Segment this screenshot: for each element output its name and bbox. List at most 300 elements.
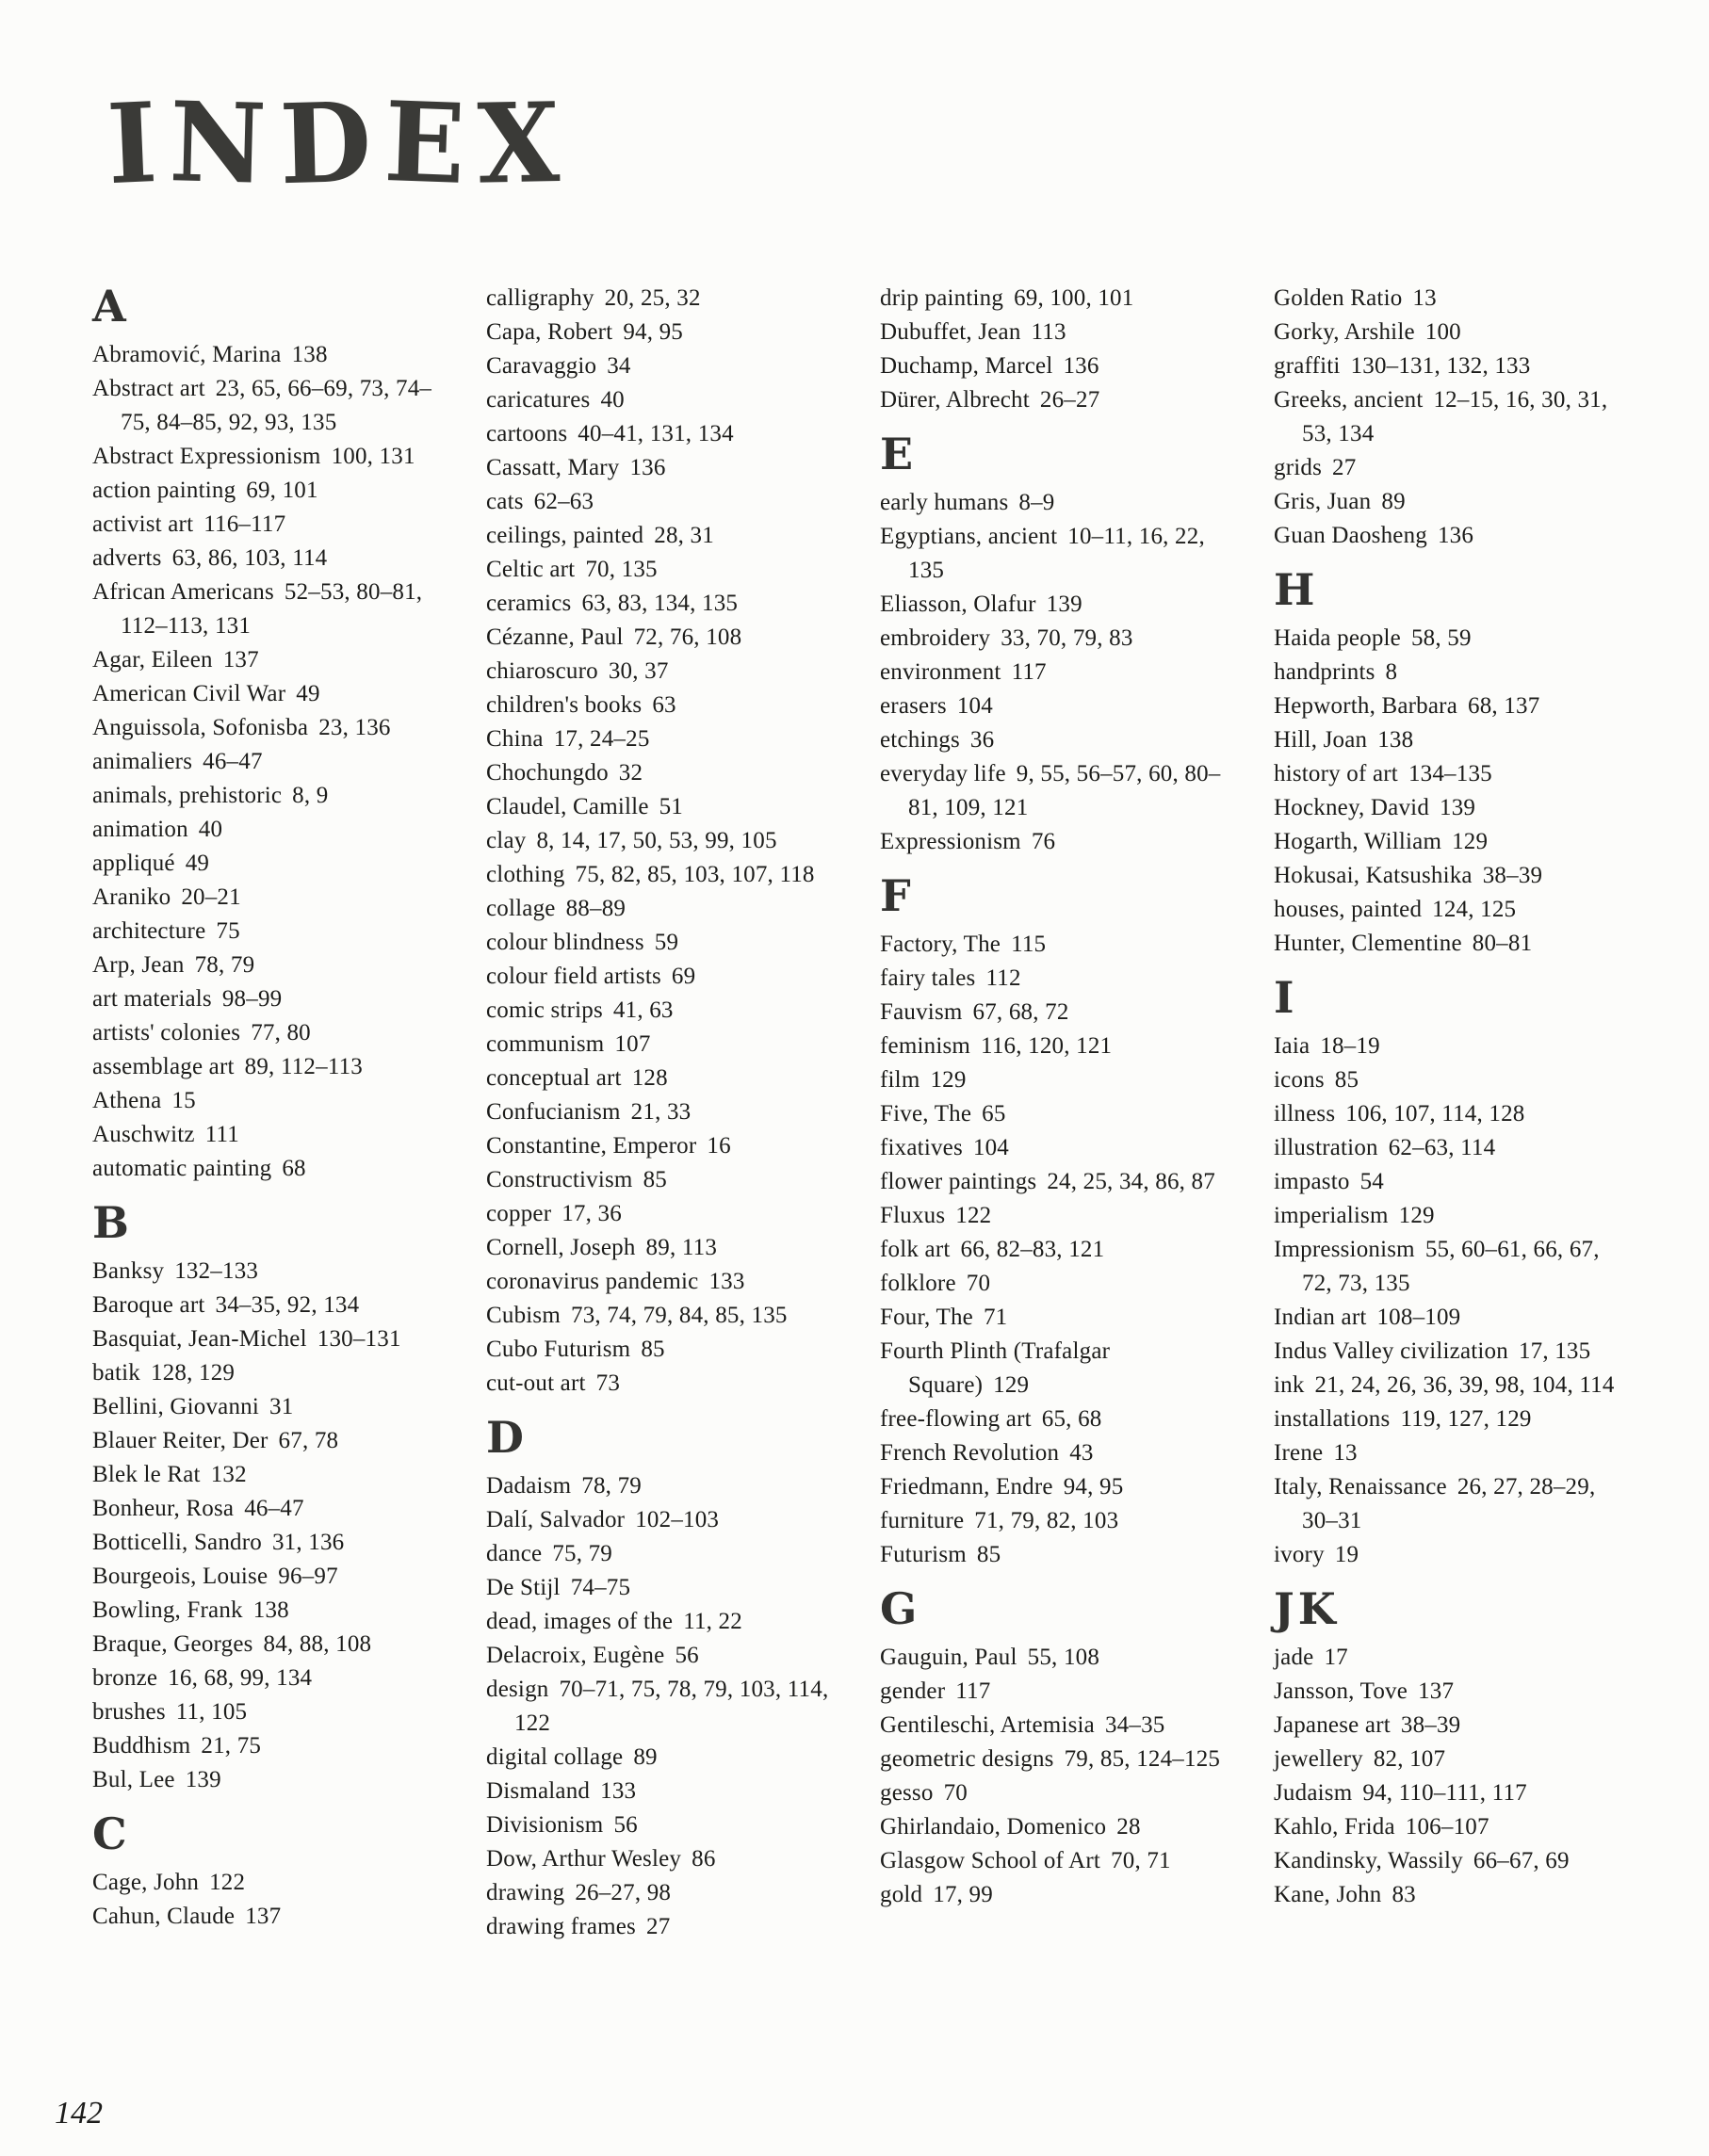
index-entry — [880, 1335, 1234, 1402]
entry-pages: 75, 82, 85, 103, 107, 118 — [575, 862, 815, 887]
entry-term: animals, prehistoric — [92, 783, 283, 808]
index-entry — [880, 656, 1234, 689]
index-entry — [1274, 1776, 1628, 1810]
entry-term: free-flowing art — [880, 1406, 1032, 1432]
entry-pages: 128, 129 — [151, 1360, 236, 1386]
entry-pages: 66–67, 69 — [1473, 1848, 1570, 1873]
letter-heading: F — [880, 870, 915, 921]
index-entry — [486, 892, 840, 926]
index-entry — [1274, 859, 1628, 893]
entry-pages: 78, 79 — [581, 1473, 642, 1499]
index-entry — [92, 1255, 447, 1289]
entry-pages: 27 — [646, 1914, 671, 1939]
entry-term: geometric designs — [880, 1746, 1054, 1772]
entry-term: Gentileschi, Artemisia — [880, 1712, 1095, 1738]
entry-pages: 136 — [1437, 523, 1474, 548]
index-entry — [486, 1028, 840, 1062]
title-letter: I — [105, 78, 173, 210]
entry-pages: 8 — [1385, 659, 1398, 685]
entry-pages: 65 — [982, 1101, 1006, 1127]
index-column — [1274, 282, 1628, 1944]
index-entry — [92, 1050, 447, 1084]
index-entry — [1274, 519, 1628, 553]
index-entry — [880, 1743, 1234, 1776]
entry-term: De Stijl — [486, 1575, 561, 1600]
entry-pages: 111 — [204, 1122, 239, 1147]
entry-term: Auschwitz — [92, 1122, 195, 1147]
entry-term: animaliers — [92, 749, 193, 774]
entry-pages: 133 — [600, 1778, 637, 1804]
entry-term: clay — [486, 828, 527, 853]
entry-pages: 89 — [633, 1744, 658, 1770]
entry-pages: 69, 100, 101 — [1014, 285, 1134, 311]
index-entry — [486, 587, 840, 621]
entry-pages: 85 — [976, 1542, 1001, 1567]
index-entry — [1274, 1335, 1628, 1369]
index-entry — [1274, 1436, 1628, 1470]
entry-pages: 31, 136 — [271, 1530, 345, 1555]
entry-term: Bonheur, Rosa — [92, 1496, 235, 1521]
entry-pages: 28 — [1116, 1814, 1141, 1840]
entry-term: French Revolution — [880, 1440, 1060, 1466]
entry-pages: 51 — [659, 794, 684, 819]
index-entry — [1274, 723, 1628, 757]
entry-term: Cézanne, Paul — [486, 624, 624, 650]
entry-term: calligraphy — [486, 285, 594, 311]
index-entry — [486, 1095, 840, 1129]
entry-pages: 70 — [966, 1271, 991, 1296]
index-entry — [486, 1741, 840, 1775]
entry-term: Chochungdo — [486, 760, 609, 786]
index-entry — [92, 982, 447, 1016]
entry-pages: 27 — [1332, 455, 1357, 480]
index-column — [486, 282, 840, 1944]
index-entry — [1274, 1233, 1628, 1301]
entry-pages: 133 — [708, 1269, 745, 1294]
index-entry — [880, 1436, 1234, 1470]
index-entry — [880, 1097, 1234, 1131]
entry-term: appliqué — [92, 851, 175, 876]
letter-heading: JK — [1274, 1583, 1340, 1634]
index-entry — [880, 757, 1234, 825]
index-entry — [486, 1876, 840, 1910]
entry-pages: 80–81 — [1472, 931, 1533, 956]
entry-term: Hunter, Clementine — [1274, 931, 1462, 956]
entry-term: Greeks, ancient — [1274, 387, 1424, 413]
entry-pages: 63, 86, 103, 114 — [171, 545, 328, 571]
entry-pages: 71 — [983, 1305, 1008, 1330]
entry-pages: 139 — [1046, 592, 1082, 617]
entry-pages: 113 — [1031, 319, 1066, 345]
index-entry — [486, 451, 840, 485]
entry-pages: 21, 33 — [630, 1099, 692, 1125]
entry-term: ivory — [1274, 1542, 1325, 1567]
entry-term: Iaia — [1274, 1033, 1310, 1059]
index-entry — [92, 643, 447, 677]
index-entry — [1274, 1301, 1628, 1335]
entry-pages: 73 — [595, 1370, 621, 1396]
entry-term: Blek le Rat — [92, 1462, 201, 1487]
entry-pages: 100, 131 — [331, 444, 415, 469]
index-entry — [92, 1560, 447, 1594]
index-entry — [486, 1265, 840, 1299]
entry-term: Indian art — [1274, 1305, 1367, 1330]
entry-term: gold — [880, 1882, 923, 1907]
entry-term: Bourgeois, Louise — [92, 1564, 269, 1589]
index-entry — [486, 722, 840, 756]
index-column — [92, 282, 447, 1944]
entry-term: environment — [880, 659, 1001, 685]
index-entry — [92, 813, 447, 847]
entry-term: Bul, Lee — [92, 1767, 175, 1792]
entry-pages: 119, 127, 129 — [1400, 1406, 1532, 1432]
index-entry — [1274, 1470, 1628, 1538]
entry-term: bronze — [92, 1665, 158, 1691]
entry-term: Friedmann, Endre — [880, 1474, 1053, 1499]
entry-pages: 62–63 — [533, 489, 594, 514]
index-entry — [486, 349, 840, 383]
entry-term: furniture — [880, 1508, 965, 1533]
entry-pages: 34–35, 92, 134 — [215, 1292, 360, 1318]
index-entry — [1274, 1538, 1628, 1572]
entry-pages: 139 — [1440, 795, 1476, 820]
index-entry — [486, 994, 840, 1028]
entry-pages: 49 — [296, 681, 320, 706]
index-entry — [486, 655, 840, 689]
index-entry — [486, 1673, 840, 1741]
entry-pages: 78, 79 — [194, 952, 255, 978]
entry-pages: 104 — [972, 1135, 1009, 1160]
index-entry — [1274, 1878, 1628, 1912]
index-entry — [92, 440, 447, 474]
entry-pages: 41, 63 — [612, 997, 674, 1023]
index-entry — [486, 1808, 840, 1842]
entry-pages: 89, 112–113 — [244, 1054, 364, 1079]
index-entry — [1274, 1675, 1628, 1709]
entry-pages: 136 — [629, 455, 666, 480]
entry-pages: 56 — [613, 1812, 638, 1838]
entry-pages: 139 — [185, 1767, 221, 1792]
entry-pages: 69 — [671, 964, 696, 989]
index-entry — [92, 677, 447, 711]
index-entry — [486, 1605, 840, 1639]
title-letter: E — [382, 77, 480, 210]
entry-term: folklore — [880, 1271, 956, 1296]
entry-term: houses, painted — [1274, 897, 1423, 922]
entry-term: China — [486, 726, 544, 752]
entry-pages: 40 — [198, 817, 223, 842]
entry-pages: 65, 68 — [1041, 1406, 1102, 1432]
entry-term: Hepworth, Barbara — [1274, 693, 1457, 719]
entry-pages: 31 — [269, 1394, 294, 1419]
entry-term: African Americans — [92, 579, 274, 605]
entry-pages: 10–11, 16, 22, 135 — [908, 524, 1205, 583]
entry-term: comic strips — [486, 997, 603, 1023]
index-entry — [486, 282, 840, 316]
entry-pages: 132 — [210, 1462, 247, 1487]
entry-term: clothing — [486, 862, 565, 887]
entry-pages: 23, 65, 66–69, 73, 74–75, 84–85, 92, 93, 135 — [121, 376, 432, 435]
entry-term: communism — [486, 1031, 605, 1057]
entry-term: gender — [880, 1678, 946, 1704]
entry-term: Italy, Renaissance — [1274, 1474, 1447, 1499]
entry-pages: 58, 59 — [1410, 625, 1472, 651]
entry-pages: 112 — [985, 965, 1021, 991]
entry-pages: 72, 76, 108 — [633, 624, 742, 650]
index-entry — [486, 1231, 840, 1265]
index-entry — [486, 519, 840, 553]
entry-term: Cubo Futurism — [486, 1337, 631, 1362]
entry-term: Jansson, Tove — [1274, 1678, 1408, 1704]
index-entry — [92, 1526, 447, 1560]
entry-pages: 107 — [614, 1031, 651, 1057]
entry-term: Duchamp, Marcel — [880, 353, 1053, 379]
entry-pages: 132–133 — [174, 1258, 259, 1284]
entry-pages: 70–71, 75, 78, 79, 103, 114, 122 — [514, 1677, 829, 1736]
index-entry — [1274, 485, 1628, 519]
entry-term: conceptual art — [486, 1065, 622, 1091]
index-entry — [486, 1571, 840, 1605]
index-entry — [880, 622, 1234, 656]
entry-term: everyday life — [880, 761, 1006, 786]
entry-term: jewellery — [1274, 1746, 1363, 1772]
entry-term: Haida people — [1274, 625, 1401, 651]
entry-term: cats — [486, 489, 524, 514]
index-entry — [880, 1131, 1234, 1165]
entry-pages: 63, 83, 134, 135 — [581, 591, 739, 616]
entry-term: feminism — [880, 1033, 971, 1059]
entry-pages: 88–89 — [565, 896, 627, 921]
entry-term: Futurism — [880, 1542, 967, 1567]
entry-pages: 34–35 — [1104, 1712, 1165, 1738]
entry-pages: 67, 78 — [278, 1428, 339, 1453]
letter-heading: G — [880, 1583, 921, 1634]
entry-pages: 11, 22 — [683, 1609, 742, 1634]
entry-pages: 24, 25, 34, 86, 87 — [1047, 1169, 1215, 1194]
index-entry — [486, 824, 840, 858]
entry-term: illness — [1274, 1101, 1336, 1127]
index-entry — [92, 508, 447, 542]
entry-pages: 17, 135 — [1518, 1338, 1591, 1364]
index-entry — [92, 881, 447, 915]
entry-term: Fluxus — [880, 1203, 946, 1228]
entry-term: brushes — [92, 1699, 166, 1725]
entry-pages: 129 — [1398, 1203, 1435, 1228]
entry-pages: 12–15, 16, 30, 31, 53, 134 — [1302, 387, 1608, 446]
entry-pages: 21, 75 — [201, 1733, 262, 1759]
entry-term: Hill, Joan — [1274, 727, 1368, 753]
entry-pages: 73, 74, 79, 84, 85, 135 — [571, 1303, 788, 1328]
entry-pages: 11, 105 — [175, 1699, 248, 1725]
entry-pages: 67, 68, 72 — [972, 999, 1069, 1025]
entry-pages: 108–109 — [1376, 1305, 1461, 1330]
entry-pages: 56 — [675, 1643, 699, 1668]
entry-term: automatic painting — [92, 1156, 272, 1181]
index-entry — [1274, 1709, 1628, 1743]
entry-pages: 46–47 — [203, 749, 263, 774]
entry-pages: 138 — [252, 1597, 289, 1623]
index-entry — [880, 316, 1234, 349]
index-entry — [880, 1301, 1234, 1335]
index-entry — [92, 1729, 447, 1763]
index-entry — [880, 1267, 1234, 1301]
index-entry — [880, 1165, 1234, 1199]
entry-pages: 136 — [1063, 353, 1099, 379]
index-entry — [92, 1084, 447, 1118]
entry-term: Kane, John — [1274, 1882, 1382, 1907]
entry-term: chiaroscuro — [486, 658, 598, 684]
index-entry — [92, 1662, 447, 1695]
entry-pages: 70, 135 — [585, 557, 658, 582]
entry-pages: 28, 31 — [654, 523, 714, 548]
entry-term: Baroque art — [92, 1292, 205, 1318]
entry-term: Capa, Robert — [486, 319, 613, 345]
index-entry — [92, 1118, 447, 1152]
entry-pages: 20, 25, 32 — [604, 285, 701, 311]
entry-term: icons — [1274, 1067, 1325, 1093]
entry-pages: 70, 71 — [1111, 1848, 1171, 1873]
index-entry — [1274, 1131, 1628, 1165]
title-letter: N — [168, 78, 282, 210]
index-entry — [1274, 893, 1628, 927]
entry-term: Bowling, Frank — [92, 1597, 243, 1623]
entry-pages: 55, 60–61, 66, 67, 72, 73, 135 — [1302, 1237, 1600, 1296]
entry-term: Cassatt, Mary — [486, 455, 620, 480]
entry-pages: 117 — [1011, 659, 1047, 685]
index-entry — [880, 1810, 1234, 1844]
entry-pages: 26–27 — [1039, 387, 1100, 413]
entry-term: Dalí, Salvador — [486, 1507, 626, 1532]
index-entry — [880, 1402, 1234, 1436]
entry-term: Banksy — [92, 1258, 165, 1284]
index-entry — [486, 1910, 840, 1944]
entry-term: action painting — [92, 478, 236, 503]
entry-term: ceilings, painted — [486, 523, 644, 548]
index-entry — [92, 948, 447, 982]
index-entry — [486, 383, 840, 417]
index-entry — [92, 1866, 447, 1900]
entry-pages: 84, 88, 108 — [263, 1631, 372, 1657]
entry-pages: 16, 68, 99, 134 — [168, 1665, 313, 1691]
entry-term: Japanese art — [1274, 1712, 1391, 1738]
entry-pages: 83 — [1392, 1882, 1416, 1907]
entry-pages: 43 — [1069, 1440, 1094, 1466]
index-entry — [92, 372, 447, 440]
entry-pages: 54 — [1359, 1169, 1384, 1194]
index-entry — [486, 790, 840, 824]
entry-pages: 100 — [1424, 319, 1461, 345]
entry-pages: 20–21 — [181, 884, 241, 910]
entry-term: Anguissola, Sofonisba — [92, 715, 309, 740]
index-entry — [92, 1763, 447, 1797]
index-entry — [486, 1537, 840, 1571]
entry-pages: 62–63, 114 — [1388, 1135, 1496, 1160]
entry-term: Kahlo, Frida — [1274, 1814, 1395, 1840]
entry-term: Dismaland — [486, 1778, 591, 1804]
entry-term: Five, The — [880, 1101, 972, 1127]
index-entry — [92, 1289, 447, 1322]
entry-pages: 96–97 — [278, 1564, 338, 1589]
entry-term: animation — [92, 817, 188, 842]
entry-term: coronavirus pandemic — [486, 1269, 699, 1294]
entry-term: Delacroix, Eugène — [486, 1643, 665, 1668]
index-entry — [92, 1492, 447, 1526]
entry-term: Araniko — [92, 884, 171, 910]
entry-pages: 70 — [943, 1780, 968, 1806]
index-entry — [92, 745, 447, 779]
index-entry — [1274, 1641, 1628, 1675]
letter-heading: E — [880, 429, 918, 479]
index-entry — [92, 1695, 447, 1729]
entry-pages: 17 — [1324, 1645, 1348, 1670]
index-entry — [1274, 1844, 1628, 1878]
index-entry — [92, 711, 447, 745]
index-entry — [92, 1458, 447, 1492]
entry-term: impasto — [1274, 1169, 1350, 1194]
entry-term: early humans — [880, 490, 1009, 515]
entry-pages: 129 — [1452, 829, 1489, 854]
page-number: 142 — [55, 2096, 103, 2131]
entry-pages: 106–107 — [1405, 1814, 1489, 1840]
index-entry — [1274, 757, 1628, 791]
index-entry — [1274, 1402, 1628, 1436]
letter-heading: C — [92, 1808, 131, 1859]
entry-pages: 82, 107 — [1373, 1746, 1446, 1772]
entry-term: Kandinsky, Wassily — [1274, 1848, 1463, 1873]
index-entry — [880, 928, 1234, 962]
entry-term: film — [880, 1067, 920, 1093]
page-title — [105, 77, 1628, 210]
index-entry — [486, 756, 840, 790]
entry-term: Abstract Expressionism — [92, 444, 321, 469]
entry-term: Ghirlandaio, Domenico — [880, 1814, 1107, 1840]
entry-pages: 85 — [643, 1167, 667, 1192]
index-entry — [1274, 349, 1628, 383]
entry-term: fixatives — [880, 1135, 963, 1160]
letter-heading: I — [1274, 972, 1298, 1023]
entry-term: Factory, The — [880, 932, 1001, 957]
entry-pages: 89, 113 — [645, 1235, 718, 1260]
entry-term: Celtic art — [486, 557, 576, 582]
entry-term: Egyptians, ancient — [880, 524, 1058, 549]
index-entry — [1274, 451, 1628, 485]
entry-pages: 68, 137 — [1468, 693, 1540, 719]
entry-pages: 130–131, 132, 133 — [1350, 353, 1531, 379]
entry-pages: 46–47 — [244, 1496, 304, 1521]
index-entry — [92, 542, 447, 575]
entry-pages: 76 — [1031, 829, 1056, 854]
index-column — [880, 282, 1234, 1944]
index-entry — [486, 485, 840, 519]
index-entry — [486, 858, 840, 892]
index-entry — [486, 1842, 840, 1876]
entry-term: Abramović, Marina — [92, 342, 282, 367]
entry-pages: 30, 37 — [608, 658, 669, 684]
entry-pages: 19 — [1334, 1542, 1359, 1567]
index-entry — [92, 1628, 447, 1662]
entry-pages: 68 — [282, 1156, 306, 1181]
entry-pages: 74–75 — [570, 1575, 631, 1600]
index-entry — [92, 1356, 447, 1390]
entry-pages: 36 — [969, 727, 995, 753]
entry-term: Arp, Jean — [92, 952, 185, 978]
entry-pages: 137 — [245, 1904, 282, 1929]
entry-pages: 38–39 — [1482, 863, 1543, 888]
entry-term: Blauer Reiter, Der — [92, 1428, 269, 1453]
entry-term: collage — [486, 896, 556, 921]
entry-term: gesso — [880, 1780, 934, 1806]
entry-term: Dürer, Albrecht — [880, 387, 1030, 413]
